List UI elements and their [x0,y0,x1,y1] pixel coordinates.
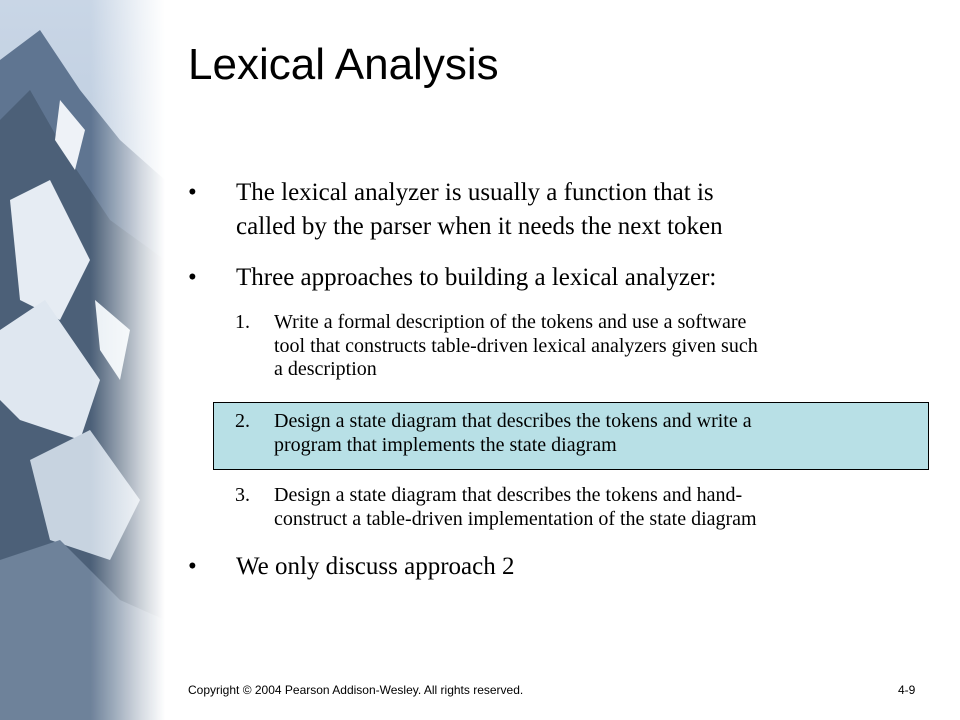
approach-line: Design a state diagram that describes the tokens and hand- [274,484,743,506]
page-number: 4-9 [898,683,916,697]
approach-line: Write a formal description of the tokens and use a software [274,311,747,333]
approach-number: 1. [235,311,250,333]
approach-line: tool that constructs table-driven lexical analyzers given such [274,334,758,357]
approach-number: 2. [235,410,250,432]
bullet-text [236,261,896,295]
slide-title: Lexical Analysis [188,40,499,89]
bullet-text [236,176,896,244]
approach-text [274,484,924,531]
bullet-marker: • [188,264,197,291]
approach-line: a description [274,358,377,380]
bullet-line: called by the parser when it needs the next token [236,213,723,240]
approach-line: Design a state diagram that describes the tokens and write a [274,410,752,432]
approach-text [274,410,924,457]
bullet-marker: • [188,179,197,206]
bullet-text [236,550,896,584]
bullet-marker: • [188,553,197,580]
bullet-line: We only discuss approach 2 [236,553,515,580]
mountain-background-image [0,0,165,720]
approach-line: program that implements the state diagram [274,433,617,456]
copyright-notice: Copyright © 2004 Pearson Addison-Wesley. All rights reserved. [188,683,524,697]
approach-text [274,311,924,382]
approach-line: construct a table-driven implementation of the state diagram [274,507,757,530]
bullet-line: Three approaches to building a lexical analyzer: [236,264,717,291]
approach-number: 3. [235,484,250,506]
bullet-line: The lexical analyzer is usually a function that is [236,179,714,206]
